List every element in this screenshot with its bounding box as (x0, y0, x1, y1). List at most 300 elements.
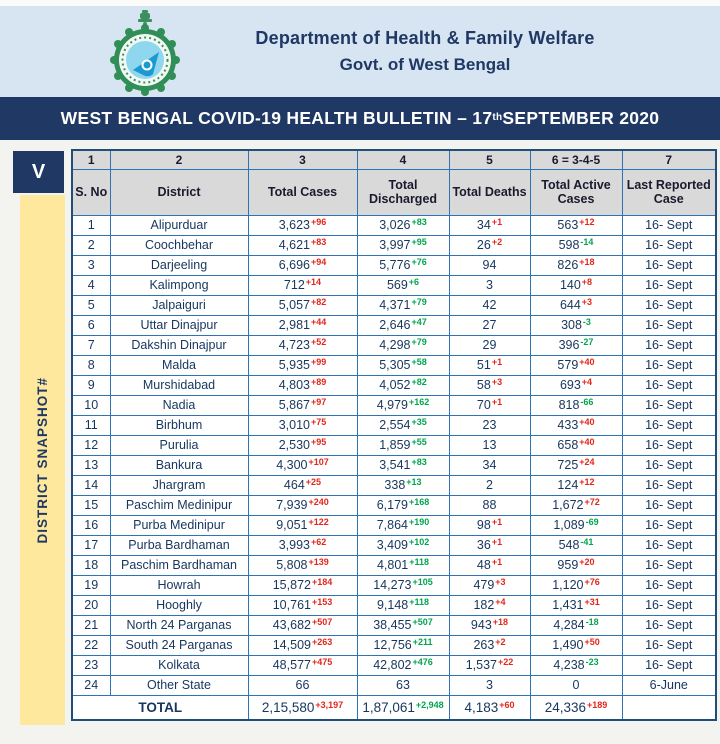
district-table-body (72, 215, 716, 720)
cell-total-cases-delta: +263 (311, 637, 333, 647)
cell-total-cases-delta: +184 (311, 577, 333, 587)
cell-total-active: $140^{+8}$ (530, 275, 622, 295)
cell-total-active: $1,089^{-69}$ (530, 515, 622, 535)
cell-total-discharged: $4,052^{+82}$ (357, 375, 449, 395)
cell-total-deaths: $34^{+1}$ (449, 215, 530, 235)
cell-total-active-delta: -27 (580, 337, 594, 347)
bulletin-banner (0, 97, 720, 140)
cell-total-discharged: $4,979^{+162}$ (357, 395, 449, 415)
cell-total-active: $579^{+40}$ (530, 355, 622, 375)
cell-total-active: $1,120^{+76}$ (530, 575, 622, 595)
cell-total-active: $396^{-27}$ (530, 335, 622, 355)
cell-total-cases: $2,981^{+44}$ (248, 315, 357, 335)
cell-total-discharged-delta: +35 (411, 417, 427, 427)
cell-sno: 20 (72, 595, 110, 615)
cell-total-deaths-delta: +1 (491, 217, 503, 227)
cell-total-deaths: $36^{+1}$ (449, 535, 530, 555)
col-num-6: 6 = 3-4-5 (530, 150, 622, 169)
masthead-titles (190, 6, 660, 97)
cell-district: Jalpaiguri (110, 295, 248, 315)
cell-total-deaths: 23 (449, 415, 530, 435)
district-row (72, 235, 716, 255)
cell-total-active: $959^{+20}$ (530, 555, 622, 575)
cell-total-deaths-delta: +4 (495, 597, 506, 607)
cell-total-cases: $9,051^{+122}$ (248, 515, 357, 535)
cell-last-reported: 16- Sept (622, 635, 716, 655)
cell-total-cases: $5,935^{+99}$ (248, 355, 357, 375)
district-snapshot-label: DISTRICT SNAPSHOT# (35, 376, 50, 544)
cell-district: Coochbehar (110, 235, 248, 255)
cell-total-active-delta: +24 (579, 457, 595, 467)
cell-total-deaths: $1,537^{+22}$ (449, 655, 530, 675)
cell-total-discharged-delta: +118 (409, 557, 430, 567)
cell-sno: 16 (72, 515, 110, 535)
cell-total-discharged-delta: +83 (411, 457, 427, 467)
cell-total-active-delta: +50 (584, 637, 600, 647)
cell-total-deaths-delta: +2 (495, 637, 506, 647)
cell-total-cases-delta: +82 (311, 297, 327, 307)
cell-total-discharged-delta: +168 (409, 497, 430, 507)
col-num-4: 4 (357, 150, 449, 169)
cell-last-reported: 16- Sept (622, 595, 716, 615)
cell-total-discharged-delta: +105 (412, 577, 433, 587)
cell-total-cases: $4,803^{+89}$ (248, 375, 357, 395)
cell-total-deaths: 94 (449, 255, 530, 275)
column-header-row (72, 169, 716, 215)
cell-sno: 3 (72, 255, 110, 275)
cell-district: Bankura (110, 455, 248, 475)
department-title: Department of Health & Family Welfare (255, 28, 595, 48)
banner-title-main: WEST BENGAL COVID-19 HEALTH BULLETIN – 17 (60, 108, 493, 128)
total-cases-delta: +3,197 (315, 699, 344, 710)
header-sno: S. No (72, 169, 110, 215)
cell-total-active-delta: +8 (581, 277, 593, 287)
district-row (72, 315, 716, 335)
cell-total-deaths: $98^{+1}$ (449, 515, 530, 535)
header-total-cases: Total Cases (248, 169, 357, 215)
cell-total-discharged-delta: +83 (411, 217, 427, 227)
cell-total-cases: $48,577^{+475}$ (248, 655, 357, 675)
cell-total-cases: $3,623^{+96}$ (248, 215, 357, 235)
cell-total-discharged-delta: +55 (411, 437, 427, 447)
district-row (72, 395, 716, 415)
district-row (72, 635, 716, 655)
cell-total-active-delta: -23 (585, 657, 599, 667)
cell-total-deaths: 29 (449, 335, 530, 355)
cell-last-reported: 16- Sept (622, 475, 716, 495)
cell-total-deaths-delta: +1 (491, 557, 503, 567)
cell-total-deaths-delta: +1 (491, 357, 503, 367)
cell-total-discharged: $1,859^{+55}$ (357, 435, 449, 455)
cell-total-cases-delta: +122 (308, 517, 329, 527)
cell-last-reported: 16- Sept (622, 535, 716, 555)
total-discharged: $1,87,061^{+2,948}$ (357, 695, 449, 720)
cell-total-active-delta: +31 (584, 597, 600, 607)
cell-total-discharged-delta: +118 (409, 597, 430, 607)
total-row (72, 695, 716, 720)
cell-total-active: $308^{-3}$ (530, 315, 622, 335)
col-num-7: 7 (622, 150, 716, 169)
total-deaths: $4,183^{+60}$ (449, 695, 530, 720)
cell-total-active-delta: +4 (581, 377, 593, 387)
cell-total-discharged: $14,273^{+105}$ (357, 575, 449, 595)
cell-total-active-delta: -69 (585, 517, 599, 527)
cell-total-discharged-delta: +162 (409, 397, 430, 407)
district-row (72, 295, 716, 315)
cell-total-discharged-delta: +13 (406, 477, 422, 487)
cell-total-active: $658^{+40}$ (530, 435, 622, 455)
cell-total-discharged-delta: +79 (411, 337, 427, 347)
cell-last-reported: 16- Sept (622, 275, 716, 295)
cell-district: Jhargram (110, 475, 248, 495)
cell-total-active-delta: +3 (581, 297, 593, 307)
cell-total-deaths-delta: +2 (491, 237, 503, 247)
cell-total-deaths: 27 (449, 315, 530, 335)
cell-sno: 24 (72, 675, 110, 695)
cell-total-deaths-delta: +1 (491, 537, 503, 547)
cell-total-active-delta: -66 (580, 397, 594, 407)
col-num-1: 1 (72, 150, 110, 169)
cell-total-cases: $4,300^{+107}$ (248, 455, 357, 475)
section-v-tab: V (13, 151, 64, 193)
cell-total-active-delta: +76 (584, 577, 600, 587)
cell-total-active: $693^{+4}$ (530, 375, 622, 395)
district-snapshot-strip (20, 195, 65, 725)
cell-total-discharged: $6,179^{+168}$ (357, 495, 449, 515)
cell-total-active: $548^{-41}$ (530, 535, 622, 555)
cell-total-cases: $43,682^{+507}$ (248, 615, 357, 635)
cell-total-cases: $4,723^{+52}$ (248, 335, 357, 355)
cell-total-deaths: $479^{+3}$ (449, 575, 530, 595)
cell-district: Kolkata (110, 655, 248, 675)
cell-total-active-delta: +72 (584, 497, 600, 507)
cell-sno: 9 (72, 375, 110, 395)
cell-sno: 5 (72, 295, 110, 315)
cell-total-active: $818^{-66}$ (530, 395, 622, 415)
cell-total-discharged-delta: +82 (411, 377, 427, 387)
cell-total-active-delta: -41 (580, 537, 594, 547)
cell-total-discharged: $5,776^{+76}$ (357, 255, 449, 275)
cell-total-active: $725^{+24}$ (530, 455, 622, 475)
cell-total-deaths-delta: +1 (491, 517, 503, 527)
cell-last-reported: 16- Sept (622, 415, 716, 435)
cell-total-discharged: $2,554^{+35}$ (357, 415, 449, 435)
cell-total-discharged: $9,148^{+118}$ (357, 595, 449, 615)
cell-total-deaths: $70^{+1}$ (449, 395, 530, 415)
cell-total-deaths: $58^{+3}$ (449, 375, 530, 395)
cell-district: Paschim Bardhaman (110, 555, 248, 575)
cell-total-cases: $14,509^{+263}$ (248, 635, 357, 655)
district-row (72, 435, 716, 455)
cell-total-cases-delta: +75 (311, 417, 327, 427)
header-last-reported: Last Reported Case (622, 169, 716, 215)
cell-total-active-delta: -18 (585, 617, 599, 627)
cell-total-deaths: $182^{+4}$ (449, 595, 530, 615)
cell-district: Alipurduar (110, 215, 248, 235)
header-total-active: Total Active Cases (530, 169, 622, 215)
cell-total-discharged: $3,997^{+95}$ (357, 235, 449, 255)
cell-district: Hooghly (110, 595, 248, 615)
total-last-reported (622, 695, 716, 720)
total-active-delta: +189 (587, 699, 608, 710)
cell-total-active: $563^{+12}$ (530, 215, 622, 235)
cell-total-cases-delta: +89 (311, 377, 327, 387)
cell-total-active: $4,238^{-23}$ (530, 655, 622, 675)
cell-sno: 21 (72, 615, 110, 635)
cell-total-cases: $3,993^{+62}$ (248, 535, 357, 555)
cell-district: Kalimpong (110, 275, 248, 295)
cell-last-reported: 16- Sept (622, 235, 716, 255)
cell-district: Paschim Medinipur (110, 495, 248, 515)
cell-total-cases: $4,621^{+83}$ (248, 235, 357, 255)
district-row (72, 275, 716, 295)
cell-total-discharged-delta: +79 (411, 297, 427, 307)
cell-total-active-delta: +40 (579, 437, 595, 447)
cell-district: Uttar Dinajpur (110, 315, 248, 335)
cell-last-reported: 16- Sept (622, 575, 716, 595)
district-row (72, 415, 716, 435)
masthead (0, 6, 720, 97)
cell-total-discharged-delta: +102 (409, 537, 430, 547)
cell-last-reported: 6-June (622, 675, 716, 695)
column-number-row (72, 150, 716, 169)
col-num-2: 2 (110, 150, 248, 169)
district-row (72, 475, 716, 495)
cell-total-deaths: $943^{+18}$ (449, 615, 530, 635)
cell-total-active-delta: +12 (579, 217, 595, 227)
district-row (72, 255, 716, 275)
district-row (72, 655, 716, 675)
cell-sno: 7 (72, 335, 110, 355)
cell-last-reported: 16- Sept (622, 355, 716, 375)
cell-last-reported: 16- Sept (622, 215, 716, 235)
cell-total-cases-delta: +44 (311, 317, 327, 327)
cell-district: Other State (110, 675, 248, 695)
cell-sno: 6 (72, 315, 110, 335)
cell-total-deaths: $51^{+1}$ (449, 355, 530, 375)
cell-total-discharged-delta: +190 (409, 517, 430, 527)
cell-total-cases-delta: +94 (311, 257, 327, 267)
district-row (72, 215, 716, 235)
cell-total-active-delta: -3 (582, 317, 591, 327)
cell-district: North 24 Parganas (110, 615, 248, 635)
cell-total-deaths: 88 (449, 495, 530, 515)
cell-sno: 12 (72, 435, 110, 455)
cell-total-active-delta: -14 (580, 237, 594, 247)
cell-sno: 17 (72, 535, 110, 555)
cell-total-discharged-delta: +507 (412, 617, 433, 627)
cell-sno: 19 (72, 575, 110, 595)
cell-last-reported: 16- Sept (622, 255, 716, 275)
cell-district: Darjeeling (110, 255, 248, 275)
cell-last-reported: 16- Sept (622, 395, 716, 415)
cell-total-cases-delta: +14 (305, 277, 322, 287)
cell-sno: 10 (72, 395, 110, 415)
cell-total-discharged: $38,455^{+507}$ (357, 615, 449, 635)
col-num-5: 5 (449, 150, 530, 169)
cell-total-cases-delta: +139 (308, 557, 329, 567)
cell-total-discharged: $338^{+13}$ (357, 475, 449, 495)
main-area (0, 149, 720, 744)
cell-total-discharged: $2,646^{+47}$ (357, 315, 449, 335)
cell-district: Murshidabad (110, 375, 248, 395)
header-total-deaths: Total Deaths (449, 169, 530, 215)
district-row (72, 515, 716, 535)
cell-district: South 24 Parganas (110, 635, 248, 655)
district-row (72, 335, 716, 355)
cell-total-deaths: $26^{+2}$ (449, 235, 530, 255)
district-row (72, 375, 716, 395)
emblem-icon (103, 8, 187, 96)
cell-total-deaths: 34 (449, 455, 530, 475)
cell-total-active: $433^{+40}$ (530, 415, 622, 435)
cell-total-deaths-delta: +18 (492, 617, 509, 627)
col-num-3: 3 (248, 150, 357, 169)
cell-total-active-delta: +40 (579, 417, 595, 427)
cell-total-cases-delta: +507 (311, 617, 333, 627)
cell-total-discharged: $5,305^{+58}$ (357, 355, 449, 375)
cell-total-cases-delta: +153 (311, 597, 333, 607)
cell-sno: 15 (72, 495, 110, 515)
cell-total-deaths: 2 (449, 475, 530, 495)
banner-gap (0, 140, 720, 149)
govt-title: Govt. of West Bengal (339, 55, 511, 74)
cell-total-cases: $5,057^{+82}$ (248, 295, 357, 315)
cell-total-deaths: 42 (449, 295, 530, 315)
cell-sno: 22 (72, 635, 110, 655)
cell-sno: 1 (72, 215, 110, 235)
total-label: TOTAL (72, 695, 248, 720)
district-row (72, 455, 716, 475)
cell-total-discharged: 63 (357, 675, 449, 695)
district-row (72, 535, 716, 555)
cell-total-deaths: 3 (449, 675, 530, 695)
cell-total-discharged: $12,756^{+211}$ (357, 635, 449, 655)
cell-total-active: $124^{+12}$ (530, 475, 622, 495)
cell-total-cases-delta: +25 (305, 477, 322, 487)
cell-total-discharged: $3,026^{+83}$ (357, 215, 449, 235)
cell-last-reported: 16- Sept (622, 315, 716, 335)
cell-sno: 18 (72, 555, 110, 575)
cell-district: Birbhum (110, 415, 248, 435)
cell-total-active: $598^{-14}$ (530, 235, 622, 255)
cell-last-reported: 16- Sept (622, 655, 716, 675)
cell-total-deaths: 13 (449, 435, 530, 455)
cell-total-discharged-delta: +76 (411, 257, 427, 267)
district-row (72, 555, 716, 575)
cell-total-cases-delta: +99 (311, 357, 327, 367)
header-district: District (110, 169, 248, 215)
total-discharged-delta: +2,948 (415, 699, 444, 710)
govt-of-west-bengal-emblem-logo (103, 8, 187, 96)
cell-total-cases: $5,808^{+139}$ (248, 555, 357, 575)
cell-total-cases: $464^{+25}$ (248, 475, 357, 495)
cell-total-discharged-delta: +47 (411, 317, 427, 327)
cell-total-cases-delta: +475 (311, 657, 333, 667)
cell-total-cases-delta: +240 (308, 497, 329, 507)
cell-sno: 2 (72, 235, 110, 255)
total-deaths-delta: +60 (499, 699, 515, 710)
cell-district: Dakshin Dinajpur (110, 335, 248, 355)
header-total-discharged: Total Discharged (357, 169, 449, 215)
cell-total-cases: $2,530^{+95}$ (248, 435, 357, 455)
cell-total-cases: $7,939^{+240}$ (248, 495, 357, 515)
cell-total-discharged: $3,409^{+102}$ (357, 535, 449, 555)
cell-total-discharged: $4,298^{+79}$ (357, 335, 449, 355)
cell-total-deaths-delta: +3 (491, 377, 503, 387)
cell-total-active-delta: +18 (579, 257, 595, 267)
cell-total-cases-delta: +83 (311, 237, 327, 247)
banner-title-tail: SEPTEMBER 2020 (502, 108, 660, 128)
cell-total-cases-delta: +96 (311, 217, 327, 227)
cell-last-reported: 16- Sept (622, 435, 716, 455)
total-active: $24,336^{+189}$ (530, 695, 622, 720)
district-row (72, 355, 716, 375)
district-row (72, 675, 716, 695)
cell-total-active: 0 (530, 675, 622, 695)
cell-total-discharged: $3,541^{+83}$ (357, 455, 449, 475)
cell-sno: 13 (72, 455, 110, 475)
cell-total-discharged-delta: +58 (411, 357, 427, 367)
cell-total-cases: $5,867^{+97}$ (248, 395, 357, 415)
cell-last-reported: 16- Sept (622, 295, 716, 315)
cell-district: Howrah (110, 575, 248, 595)
cell-total-cases-delta: +52 (311, 337, 327, 347)
cell-total-cases: $712^{+14}$ (248, 275, 357, 295)
cell-total-deaths-delta: +1 (491, 397, 503, 407)
cell-total-cases-delta: +107 (308, 457, 329, 467)
cell-total-deaths: 3 (449, 275, 530, 295)
cell-sno: 8 (72, 355, 110, 375)
cell-total-discharged: $7,864^{+190}$ (357, 515, 449, 535)
total-cases: $2,15,580^{+3,197}$ (248, 695, 357, 720)
district-row (72, 615, 716, 635)
cell-total-deaths-delta: +3 (495, 577, 506, 587)
cell-total-active: $644^{+3}$ (530, 295, 622, 315)
district-row (72, 595, 716, 615)
cell-total-discharged-delta: +95 (411, 237, 427, 247)
cell-sno: 4 (72, 275, 110, 295)
cell-total-discharged: $42,802^{+476}$ (357, 655, 449, 675)
cell-total-cases-delta: +95 (311, 437, 327, 447)
cell-district: Purba Bardhaman (110, 535, 248, 555)
cell-total-active-delta: +20 (579, 557, 595, 567)
cell-total-cases: $6,696^{+94}$ (248, 255, 357, 275)
cell-last-reported: 16- Sept (622, 555, 716, 575)
cell-total-active: $4,284^{-18}$ (530, 615, 622, 635)
cell-sno: 11 (72, 415, 110, 435)
district-table (71, 149, 717, 721)
cell-total-discharged-delta: +6 (408, 277, 420, 287)
banner-title-ordinal: th (492, 112, 503, 123)
cell-district: Purba Medinipur (110, 515, 248, 535)
cell-total-active: $1,431^{+31}$ (530, 595, 622, 615)
cell-total-deaths: $263^{+2}$ (449, 635, 530, 655)
cell-district: Nadia (110, 395, 248, 415)
cell-last-reported: 16- Sept (622, 375, 716, 395)
cell-last-reported: 16- Sept (622, 615, 716, 635)
cell-total-discharged-delta: +476 (412, 657, 433, 667)
cell-sno: 23 (72, 655, 110, 675)
cell-total-cases-delta: +62 (311, 537, 327, 547)
cell-total-active: $1,672^{+72}$ (530, 495, 622, 515)
cell-total-active: $1,490^{+50}$ (530, 635, 622, 655)
cell-total-active-delta: +40 (579, 357, 595, 367)
cell-total-active: $826^{+18}$ (530, 255, 622, 275)
district-table-wrap (71, 149, 717, 721)
cell-last-reported: 16- Sept (622, 455, 716, 475)
cell-total-discharged: $569^{+6}$ (357, 275, 449, 295)
